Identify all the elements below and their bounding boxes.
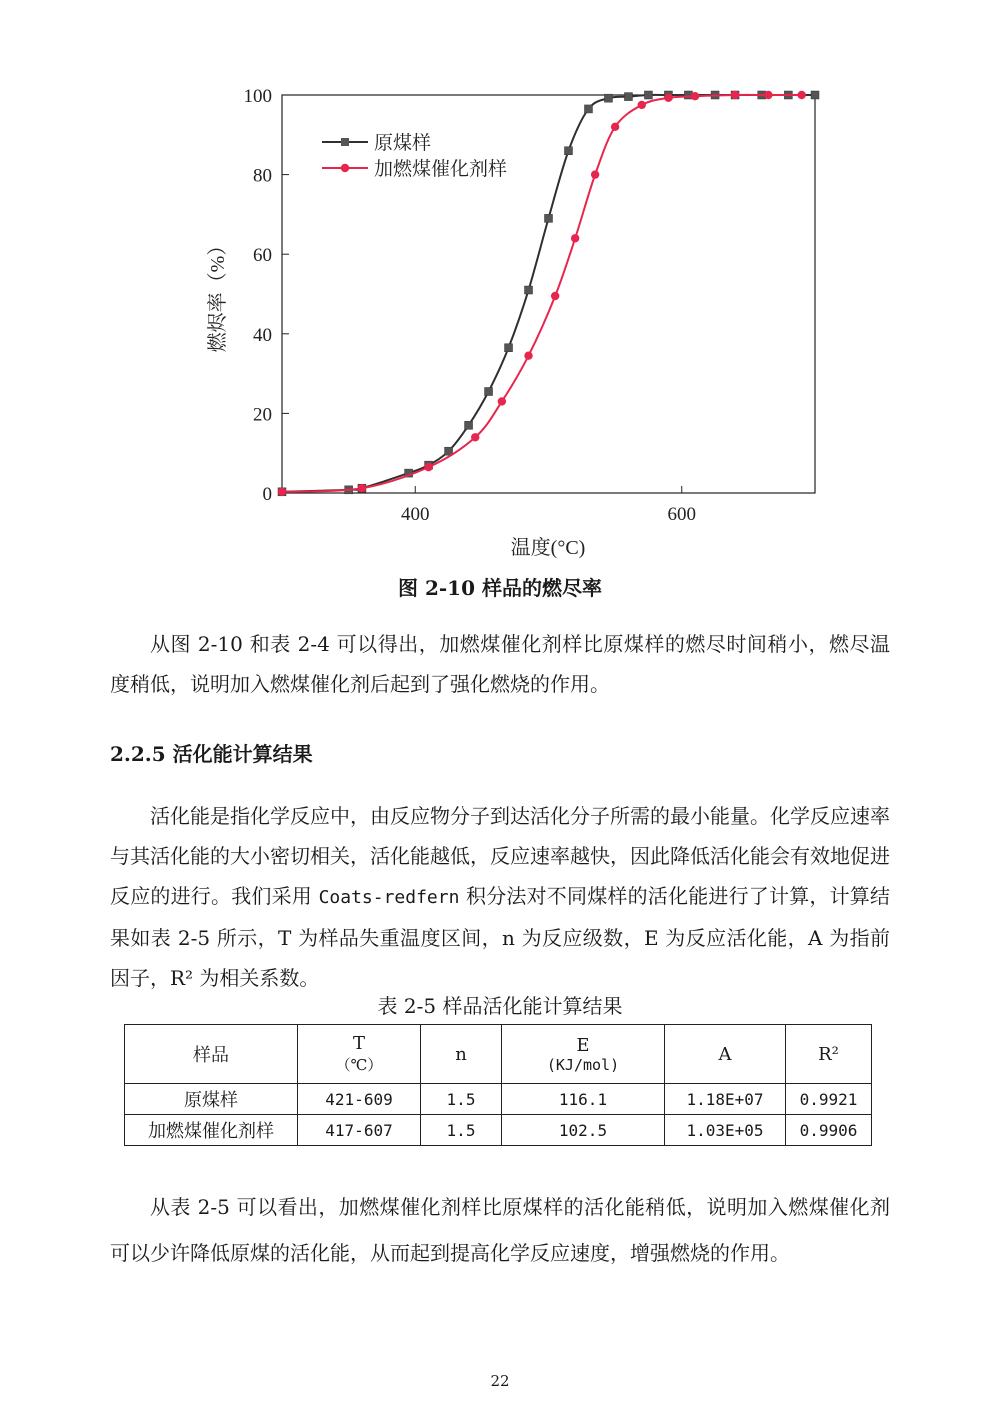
paragraph-2-part-a: 活化能是指化学反应中，由反应物分子到达活化分子所需的最小能量。化学反应速率与其活化能的大小密切相关，活化能越低，反应速率越快，因此降低活化能会有效地促进反应的进行。我们采用 [110, 804, 890, 908]
header-sample: 样品 [125, 1025, 298, 1084]
y-axis-label: 燃烬率（%） [207, 235, 229, 353]
table-header-row [125, 1025, 872, 1084]
data-point-square [604, 94, 612, 102]
legend-circle-icon [341, 164, 349, 172]
y-tick-label: 20 [253, 404, 272, 426]
paragraph-2-part-b: 积分法对不同煤样的活化能进行了计算，计算结果如表 2-5 所示，T 为样品失重温度区间，n 为反应级数，E 为反应活化能，A 为指前因子，R² 为相关系数。 [110, 884, 891, 990]
paragraph-2 [110, 796, 890, 998]
legend-square-icon [341, 138, 349, 146]
data-point-square [465, 421, 473, 429]
activation-energy-table [124, 1024, 872, 1146]
legend-label: 加燃煤催化剂样 [374, 159, 508, 180]
cell-A: 1.18E+07 [665, 1084, 786, 1115]
data-point-square [525, 286, 533, 294]
cell-sample: 原煤样 [125, 1084, 298, 1115]
data-point-square [644, 91, 652, 99]
data-point-circle [797, 91, 805, 99]
cell-T: 417-607 [298, 1115, 421, 1146]
cell-E: 116.1 [502, 1084, 665, 1115]
cell-T: 421-609 [298, 1084, 421, 1115]
data-point-circle [691, 92, 699, 100]
data-point-circle [278, 488, 286, 496]
table-row [125, 1084, 872, 1115]
table-caption: 表 2-5 样品活化能计算结果 [377, 994, 623, 1018]
cell-n: 1.5 [421, 1115, 502, 1146]
cell-n: 1.5 [421, 1084, 502, 1115]
cell-A: 1.03E+05 [665, 1115, 786, 1146]
header-R2: R² [786, 1025, 872, 1084]
legend-label: 原煤样 [374, 133, 432, 154]
figure-caption: 图 2-10 样品的燃尽率 [398, 576, 602, 600]
x-tick-label: 600 [667, 504, 696, 525]
page-number: 22 [490, 1372, 510, 1390]
legend [322, 132, 507, 180]
data-point-circle [664, 94, 672, 102]
data-point-circle [591, 170, 599, 178]
cell-R2: 0.9906 [786, 1115, 872, 1146]
data-point-circle [498, 397, 506, 405]
burnout-chart [180, 70, 840, 590]
y-tick-label: 40 [253, 324, 272, 346]
data-point-circle [638, 101, 646, 109]
data-point-square [545, 214, 553, 222]
y-tick-label: 0 [262, 484, 272, 505]
header-T: T （℃） [298, 1025, 421, 1084]
cell-sample: 加燃煤催化剂样 [125, 1115, 298, 1146]
data-point-circle [551, 292, 559, 300]
data-point-circle [424, 463, 432, 471]
data-point-circle [764, 91, 772, 99]
x-axis-label: 温度(°C) [510, 537, 586, 559]
method-name: Coats-redfern [318, 887, 460, 908]
x-tick-label: 400 [401, 504, 430, 525]
y-tick-label: 60 [253, 245, 272, 267]
data-point-circle [471, 433, 479, 441]
section-heading: 2.2.5 活化能计算结果 [110, 742, 313, 766]
series-line-raw-coal [282, 95, 815, 492]
data-point-square [584, 105, 592, 113]
table-row [125, 1115, 872, 1146]
y-tick-label: 100 [243, 86, 272, 107]
paragraph-1: 从图 2-10 和表 2-4 可以得出，加燃煤催化剂样比原煤样的燃尽时间稍小，燃尽温度稍低，说明加入燃煤催化剂后起到了强化燃烧的作用。 [110, 632, 890, 696]
header-E: E (KJ/mol) [502, 1025, 665, 1084]
data-point-circle [524, 351, 532, 359]
cell-E: 102.5 [502, 1115, 665, 1146]
y-tick-label: 80 [253, 165, 272, 187]
series-layer [278, 91, 819, 496]
data-point-square [811, 91, 819, 99]
data-point-circle [611, 123, 619, 131]
paragraph-3: 从表 2-5 可以看出，加燃煤催化剂样比原煤样的活化能稍低，说明加入燃煤催化剂可以少许降低原煤的活化能，从而起到提高化学反应速度，增强燃烧的作用。 [110, 1195, 890, 1265]
header-A: A [665, 1025, 786, 1084]
axes [244, 86, 697, 525]
plot-frame [282, 95, 815, 493]
data-point-square [564, 147, 572, 155]
cell-R2: 0.9921 [786, 1084, 872, 1115]
data-point-square [624, 93, 632, 101]
data-point-square [505, 344, 513, 352]
header-n: n [421, 1025, 502, 1084]
data-point-circle [358, 484, 366, 492]
series-line-catalyst-coal [282, 95, 802, 492]
data-point-circle [571, 234, 579, 242]
data-point-square [485, 388, 493, 396]
data-point-circle [731, 91, 739, 99]
